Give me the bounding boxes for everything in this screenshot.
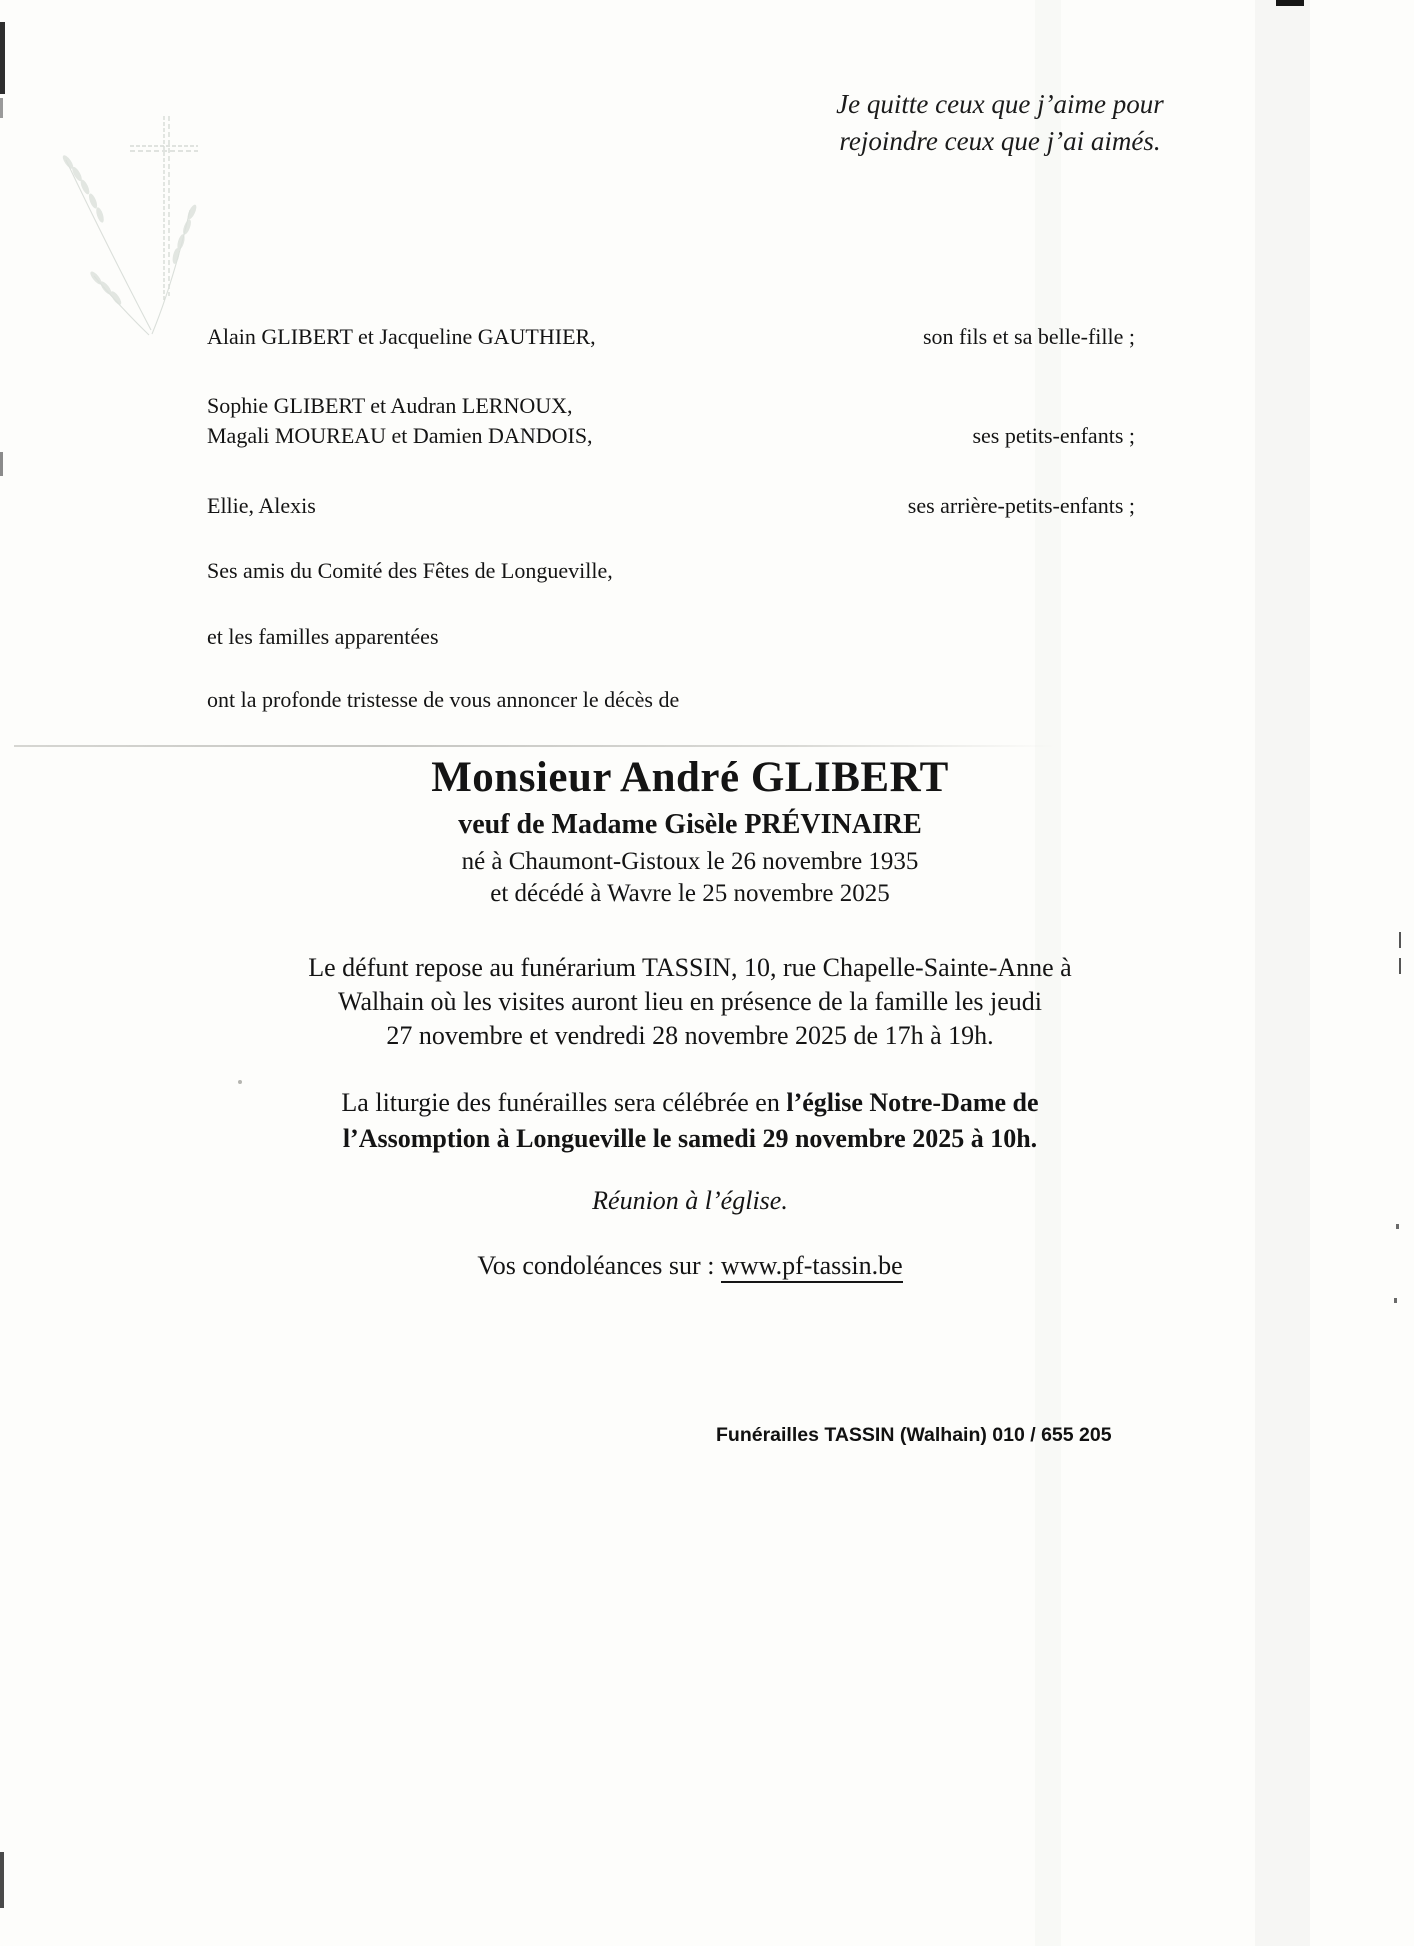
announcement-line: ont la profonde tristesse de vous annoncer le décès de bbox=[207, 687, 680, 712]
mourner-names: Magali MOUREAU et Damien DANDOIS, bbox=[207, 423, 593, 448]
cross-and-wheat-icon bbox=[48, 88, 243, 343]
mourner-row bbox=[207, 491, 1147, 521]
wake-line-2: Walhain où les visites auront lieu en présence de la famille les jeudi bbox=[337, 987, 1042, 1016]
wake-line-3: 27 novembre et vendredi 28 novembre 2025 de 17h à 19h. bbox=[386, 1021, 994, 1050]
scan-artifact bbox=[1399, 932, 1401, 948]
mourner-row bbox=[207, 556, 1147, 586]
epitaph-line-2: rejoindre ceux que j’ai aimés. bbox=[839, 126, 1161, 156]
mourner-names: et les familles apparentées bbox=[207, 624, 439, 649]
epitaph-quote bbox=[800, 86, 1200, 160]
liturgy-date-time: l’Assomption à Longueville le samedi 29 novembre 2025 à 10h. bbox=[342, 1124, 1038, 1153]
relation-label: son fils et sa belle-fille ; bbox=[923, 324, 1135, 349]
liturgy-paragraph bbox=[170, 1085, 1210, 1157]
deceased-death-line: et décédé à Wavre le 25 novembre 2025 bbox=[490, 880, 890, 907]
mourner-names: Sophie GLIBERT et Audran LERNOUX, bbox=[207, 393, 573, 418]
condolences-line bbox=[170, 1251, 1210, 1281]
liturgy-church-name: l’église Notre-Dame de bbox=[786, 1088, 1039, 1117]
deceased-birth-line: né à Chaumont-Gistoux le 26 novembre 1935 bbox=[461, 848, 919, 875]
scan-streak bbox=[1255, 0, 1310, 1946]
scan-artifact bbox=[1396, 1224, 1399, 1229]
mourner-row bbox=[207, 391, 1147, 421]
liturgy-line-1 bbox=[170, 1085, 1210, 1121]
deceased-widower-of: veuf de Madame Gisèle PRÉVINAIRE bbox=[458, 809, 922, 840]
reunion-note: Réunion à l’église. bbox=[592, 1186, 788, 1215]
wake-line-1: Le défunt repose au funérarium TASSIN, 10, rue Chapelle-Sainte-Anne à bbox=[308, 953, 1072, 982]
mourner-row bbox=[207, 622, 1147, 652]
scan-artifact bbox=[238, 1080, 242, 1084]
scan-artifact bbox=[1399, 958, 1401, 974]
scan-artifact bbox=[0, 1852, 4, 1908]
scan-artifact bbox=[0, 98, 3, 118]
relation-label: ses arrière-petits-enfants ; bbox=[907, 493, 1135, 518]
mourner-row bbox=[207, 421, 1147, 451]
condolences-link[interactable]: www.pf-tassin.be bbox=[721, 1251, 903, 1283]
funeral-home-contact: Funérailles TASSIN (Walhain) 010 / 655 205 bbox=[716, 1424, 1112, 1446]
scan-artifact bbox=[1276, 0, 1304, 6]
condolences-prefix: Vos condoléances sur : bbox=[477, 1251, 721, 1280]
mourner-row bbox=[207, 322, 1147, 352]
mourner-names: Ellie, Alexis bbox=[207, 493, 316, 518]
mourner-names: Alain GLIBERT et Jacqueline GAUTHIER, bbox=[207, 324, 596, 349]
scan-fold-line bbox=[14, 745, 1056, 747]
wake-paragraph bbox=[170, 951, 1210, 1053]
deceased-name: Monsieur André GLIBERT bbox=[431, 754, 949, 801]
liturgy-normal-text: La liturgie des funérailles sera célébrée en bbox=[341, 1088, 787, 1117]
mourner-names: Ses amis du Comité des Fêtes de Longueville, bbox=[207, 558, 613, 583]
liturgy-line-2 bbox=[170, 1121, 1210, 1157]
scan-artifact bbox=[0, 22, 5, 94]
scan-artifact bbox=[1394, 1298, 1397, 1303]
epitaph-line-1: Je quitte ceux que j’aime pour bbox=[836, 89, 1164, 119]
relation-label: ses petits-enfants ; bbox=[972, 423, 1135, 448]
scan-artifact bbox=[0, 452, 3, 476]
